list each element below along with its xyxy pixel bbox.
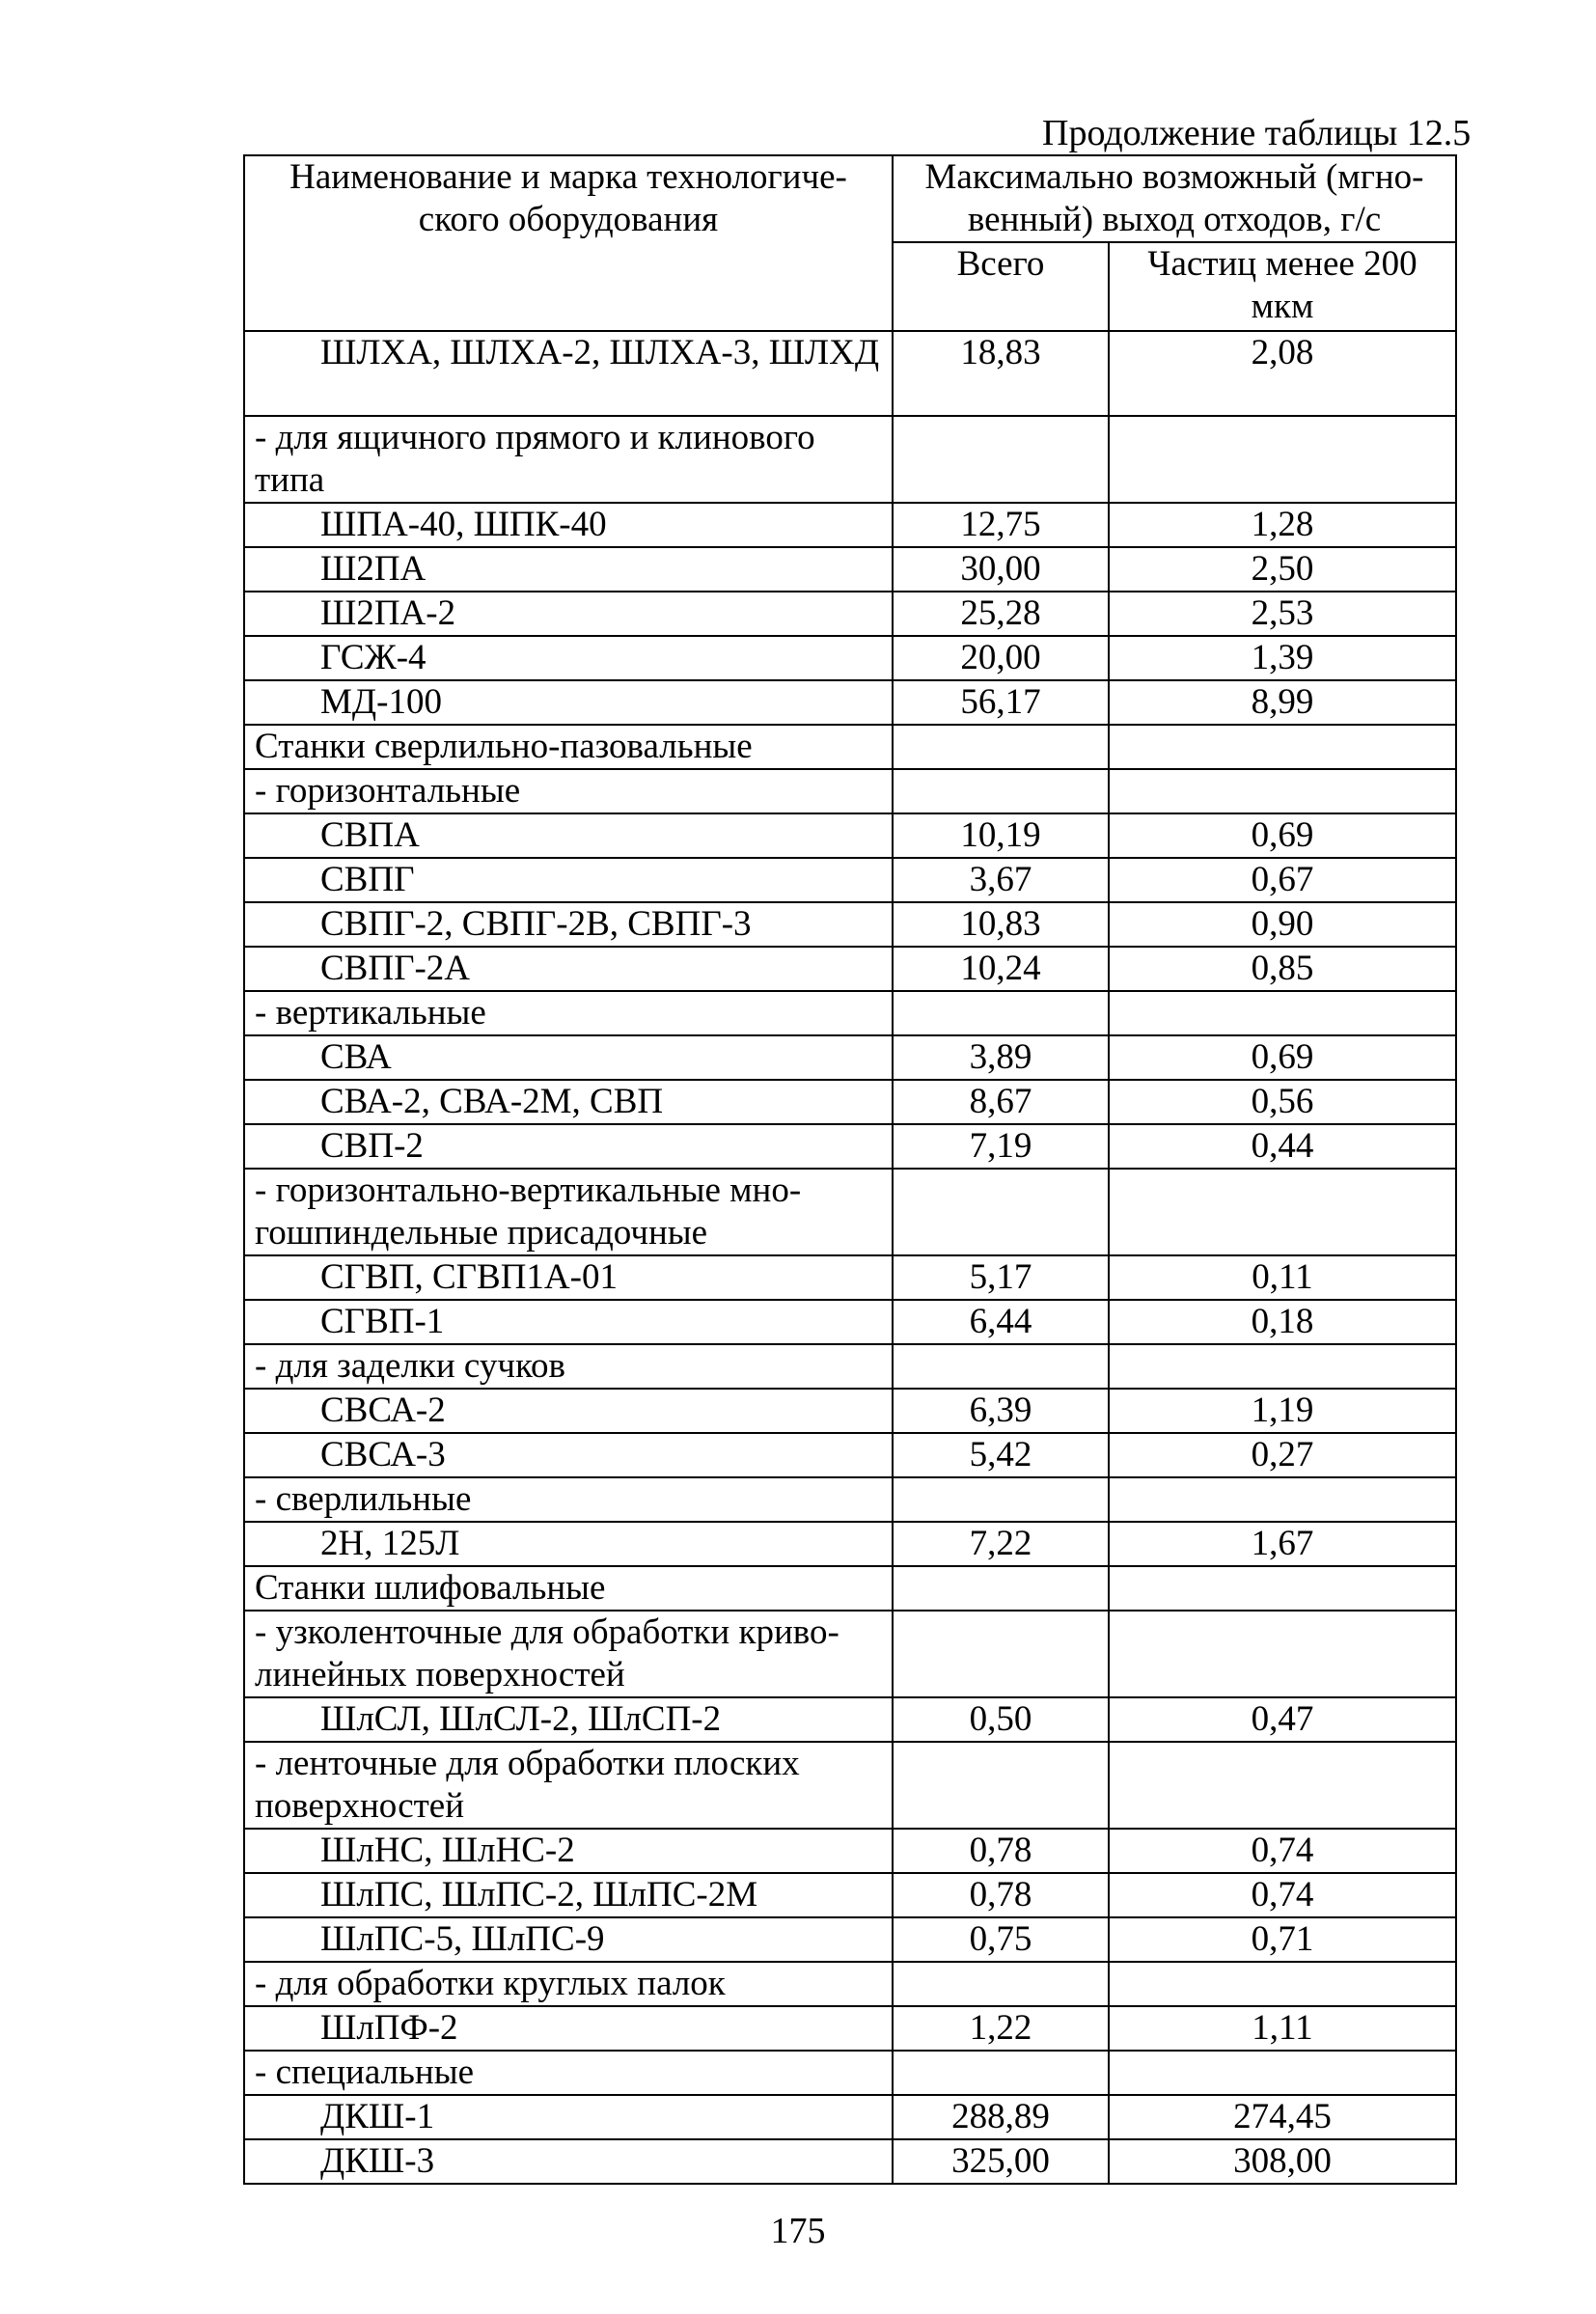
table-row bbox=[244, 636, 1456, 680]
particles-value bbox=[1109, 991, 1456, 1035]
particles-value: 1,67 bbox=[1109, 1522, 1456, 1566]
table-row bbox=[244, 1873, 1456, 1917]
table-row bbox=[244, 1080, 1456, 1124]
particles-value: 1,28 bbox=[1109, 503, 1456, 547]
header-output: Максимально возможный (мгно-венный) выход отходов, г/с bbox=[893, 155, 1456, 242]
particles-value bbox=[1109, 769, 1456, 813]
total-value bbox=[893, 1742, 1109, 1829]
equipment-name: 2Н, 125Л bbox=[244, 1522, 893, 1566]
table-row bbox=[244, 1566, 1456, 1611]
table-row bbox=[244, 1169, 1456, 1255]
equipment-name: МД-100 bbox=[244, 680, 893, 725]
total-value: 1,22 bbox=[893, 2006, 1109, 2051]
total-value bbox=[893, 1344, 1109, 1389]
equipment-name: Ш2ПА-2 bbox=[244, 592, 893, 636]
particles-value: 1,39 bbox=[1109, 636, 1456, 680]
particles-value: 0,85 bbox=[1109, 947, 1456, 991]
table-row bbox=[244, 1344, 1456, 1389]
particles-value bbox=[1109, 1742, 1456, 1829]
particles-value: 0,27 bbox=[1109, 1433, 1456, 1477]
table-row bbox=[244, 1917, 1456, 1962]
total-value bbox=[893, 1962, 1109, 2006]
particles-value: 274,45 bbox=[1109, 2095, 1456, 2139]
total-value: 30,00 bbox=[893, 547, 1109, 592]
total-value: 10,19 bbox=[893, 813, 1109, 858]
particles-value: 0,67 bbox=[1109, 858, 1456, 902]
table-row bbox=[244, 1522, 1456, 1566]
equipment-name: СВА-2, СВА-2М, СВП bbox=[244, 1080, 893, 1124]
equipment-name: ШЛХА, ШЛХА-2, ШЛХА-3, ШЛХД bbox=[244, 331, 893, 416]
table-row bbox=[244, 991, 1456, 1035]
total-value: 5,42 bbox=[893, 1433, 1109, 1477]
particles-value: 0,69 bbox=[1109, 813, 1456, 858]
equipment-name: СГВП-1 bbox=[244, 1300, 893, 1344]
particles-value bbox=[1109, 1566, 1456, 1611]
total-value bbox=[893, 1566, 1109, 1611]
emissions-table bbox=[243, 154, 1457, 2185]
total-value: 0,75 bbox=[893, 1917, 1109, 1962]
particles-value: 0,11 bbox=[1109, 1255, 1456, 1300]
total-value bbox=[893, 1477, 1109, 1522]
total-value bbox=[893, 769, 1109, 813]
header-particles: Частиц менее 200 мкм bbox=[1109, 242, 1456, 331]
particles-value: 0,18 bbox=[1109, 1300, 1456, 1344]
group-heading: Станки сверлильно-пазовальные bbox=[244, 725, 893, 769]
equipment-name: ШлСЛ, ШлСЛ-2, ШлСП-2 bbox=[244, 1697, 893, 1742]
equipment-name: СВСА-2 bbox=[244, 1389, 893, 1433]
total-value: 0,50 bbox=[893, 1697, 1109, 1742]
table-row bbox=[244, 2006, 1456, 2051]
group-heading: - сверлильные bbox=[244, 1477, 893, 1522]
particles-value bbox=[1109, 1344, 1456, 1389]
table-row bbox=[244, 331, 1456, 416]
total-value: 3,89 bbox=[893, 1035, 1109, 1080]
particles-value: 0,71 bbox=[1109, 1917, 1456, 1962]
particles-value bbox=[1109, 1477, 1456, 1522]
total-value bbox=[893, 991, 1109, 1035]
total-value: 5,17 bbox=[893, 1255, 1109, 1300]
table-caption: Продолжение таблицы 12.5 bbox=[1042, 113, 1472, 153]
equipment-name: ДКШ-3 bbox=[244, 2139, 893, 2184]
table-row bbox=[244, 813, 1456, 858]
group-heading: - для обработки круглых палок bbox=[244, 1962, 893, 2006]
particles-value: 8,99 bbox=[1109, 680, 1456, 725]
particles-value bbox=[1109, 1169, 1456, 1255]
particles-value bbox=[1109, 1611, 1456, 1697]
total-value: 3,67 bbox=[893, 858, 1109, 902]
table-row bbox=[244, 947, 1456, 991]
group-heading: Станки шлифовальные bbox=[244, 1566, 893, 1611]
total-value: 6,44 bbox=[893, 1300, 1109, 1344]
particles-value: 2,50 bbox=[1109, 547, 1456, 592]
equipment-name: ШлПС-5, ШлПС-9 bbox=[244, 1917, 893, 1962]
equipment-name: СГВП, СГВП1А-01 bbox=[244, 1255, 893, 1300]
equipment-name: СВСА-3 bbox=[244, 1433, 893, 1477]
total-value: 6,39 bbox=[893, 1389, 1109, 1433]
table-row bbox=[244, 680, 1456, 725]
group-heading: - специальные bbox=[244, 2051, 893, 2095]
equipment-name: ГСЖ-4 bbox=[244, 636, 893, 680]
equipment-name: ДКШ-1 bbox=[244, 2095, 893, 2139]
total-value: 8,67 bbox=[893, 1080, 1109, 1124]
table-row bbox=[244, 1300, 1456, 1344]
table-row bbox=[244, 858, 1456, 902]
table-row bbox=[244, 1611, 1456, 1697]
group-heading: - горизонтальные bbox=[244, 769, 893, 813]
total-value bbox=[893, 725, 1109, 769]
table-row bbox=[244, 1124, 1456, 1169]
particles-value: 0,56 bbox=[1109, 1080, 1456, 1124]
table-row bbox=[244, 1697, 1456, 1742]
total-value: 7,22 bbox=[893, 1522, 1109, 1566]
total-value: 0,78 bbox=[893, 1873, 1109, 1917]
total-value: 18,83 bbox=[893, 331, 1109, 416]
particles-value: 0,44 bbox=[1109, 1124, 1456, 1169]
group-heading: - вертикальные bbox=[244, 991, 893, 1035]
equipment-name: СВПА bbox=[244, 813, 893, 858]
total-value: 10,24 bbox=[893, 947, 1109, 991]
equipment-name: СВПГ-2, СВПГ-2В, СВПГ-3 bbox=[244, 902, 893, 947]
header-row-1 bbox=[244, 155, 1456, 242]
particles-value: 2,53 bbox=[1109, 592, 1456, 636]
total-value: 20,00 bbox=[893, 636, 1109, 680]
table-row bbox=[244, 1389, 1456, 1433]
total-value bbox=[893, 416, 1109, 503]
equipment-name: ШПА-40, ШПК-40 bbox=[244, 503, 893, 547]
particles-value: 0,74 bbox=[1109, 1873, 1456, 1917]
equipment-name: ШлНС, ШлНС-2 bbox=[244, 1829, 893, 1873]
total-value: 10,83 bbox=[893, 902, 1109, 947]
particles-value: 0,69 bbox=[1109, 1035, 1456, 1080]
header-total: Всего bbox=[893, 242, 1109, 331]
total-value: 12,75 bbox=[893, 503, 1109, 547]
table-row bbox=[244, 1255, 1456, 1300]
group-heading: - для заделки сучков bbox=[244, 1344, 893, 1389]
header-name: Наименование и марка технологиче-ского оборудования bbox=[244, 155, 893, 331]
total-value: 0,78 bbox=[893, 1829, 1109, 1873]
group-heading: - для ящичного прямого и клинового типа bbox=[244, 416, 893, 503]
table-row bbox=[244, 2139, 1456, 2184]
table-row bbox=[244, 769, 1456, 813]
group-heading: - ленточные для обработки плоских поверхностей bbox=[244, 1742, 893, 1829]
table-row bbox=[244, 2095, 1456, 2139]
particles-value: 1,19 bbox=[1109, 1389, 1456, 1433]
total-value bbox=[893, 1169, 1109, 1255]
table-row bbox=[244, 416, 1456, 503]
equipment-name: СВПГ-2А bbox=[244, 947, 893, 991]
table-row bbox=[244, 1433, 1456, 1477]
total-value bbox=[893, 1611, 1109, 1697]
equipment-name: ШлПС, ШлПС-2, ШлПС-2М bbox=[244, 1873, 893, 1917]
particles-value: 0,74 bbox=[1109, 1829, 1456, 1873]
particles-value bbox=[1109, 725, 1456, 769]
table-row bbox=[244, 902, 1456, 947]
particles-value: 1,11 bbox=[1109, 2006, 1456, 2051]
total-value: 288,89 bbox=[893, 2095, 1109, 2139]
equipment-name: Ш2ПА bbox=[244, 547, 893, 592]
particles-value: 0,47 bbox=[1109, 1697, 1456, 1742]
table-row bbox=[244, 1829, 1456, 1873]
table-row bbox=[244, 1962, 1456, 2006]
total-value: 56,17 bbox=[893, 680, 1109, 725]
equipment-name: СВП-2 bbox=[244, 1124, 893, 1169]
table-row bbox=[244, 1742, 1456, 1829]
table-row bbox=[244, 503, 1456, 547]
table-row bbox=[244, 2051, 1456, 2095]
table-row bbox=[244, 725, 1456, 769]
particles-value bbox=[1109, 2051, 1456, 2095]
particles-value bbox=[1109, 1962, 1456, 2006]
page-number: 175 bbox=[770, 2211, 826, 2251]
total-value: 325,00 bbox=[893, 2139, 1109, 2184]
total-value bbox=[893, 2051, 1109, 2095]
total-value: 25,28 bbox=[893, 592, 1109, 636]
table-row bbox=[244, 1035, 1456, 1080]
particles-value bbox=[1109, 416, 1456, 503]
equipment-name: СВПГ bbox=[244, 858, 893, 902]
total-value: 7,19 bbox=[893, 1124, 1109, 1169]
particles-value: 0,90 bbox=[1109, 902, 1456, 947]
group-heading: - горизонтально-вертикальные мно-гошпиндельные присадочные bbox=[244, 1169, 893, 1255]
table-row bbox=[244, 1477, 1456, 1522]
group-heading: - узколенточные для обработки криво-линейных поверхностей bbox=[244, 1611, 893, 1697]
equipment-name: ШлПФ-2 bbox=[244, 2006, 893, 2051]
table-row bbox=[244, 592, 1456, 636]
equipment-name: СВА bbox=[244, 1035, 893, 1080]
table-row bbox=[244, 547, 1456, 592]
particles-value: 308,00 bbox=[1109, 2139, 1456, 2184]
particles-value: 2,08 bbox=[1109, 331, 1456, 416]
